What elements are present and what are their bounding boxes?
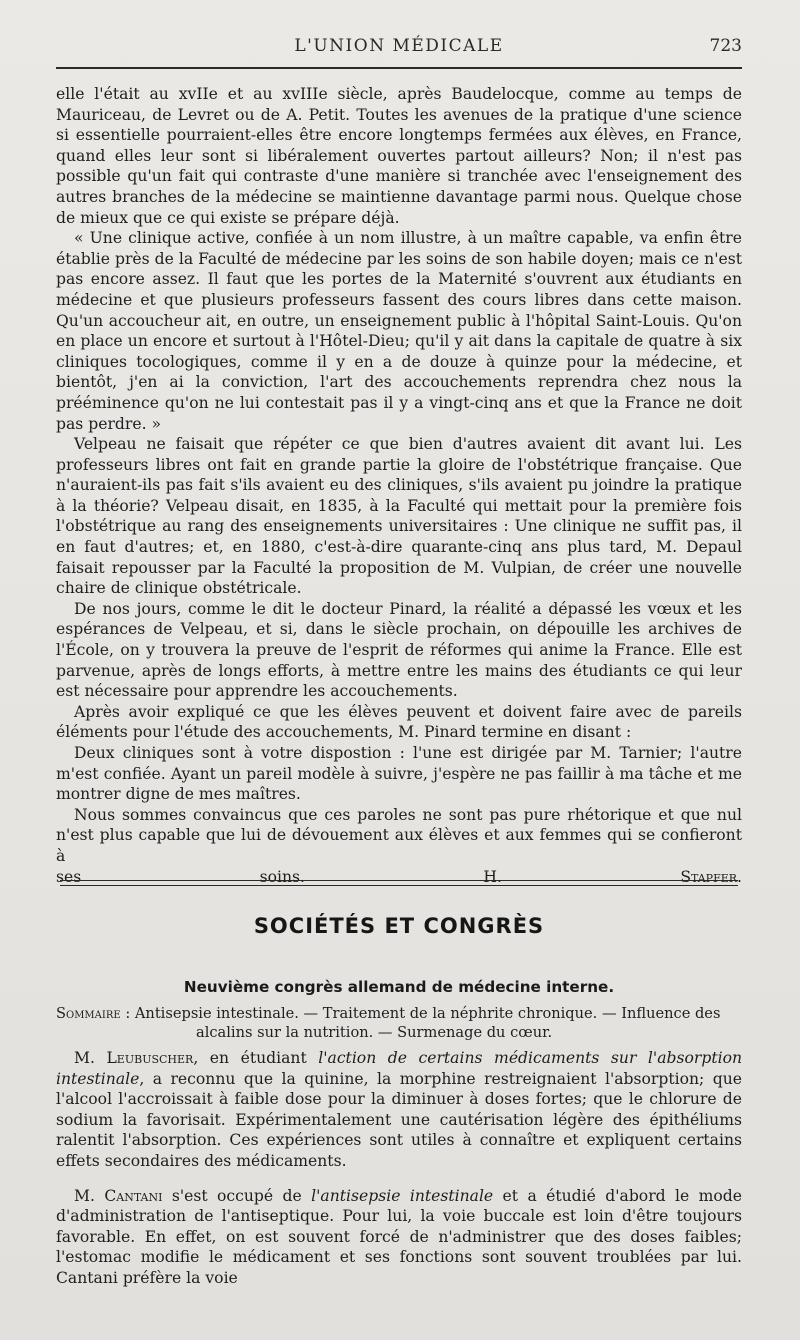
article-title: Neuvième congrès allemand de médecine interne. [183, 978, 615, 996]
text-run: , en étudiant [193, 1049, 319, 1067]
header-rule [56, 67, 742, 69]
author-name: M. Cantani [74, 1186, 163, 1205]
summary-label: Sommaire [56, 1005, 121, 1022]
paragraph [56, 1048, 742, 1172]
section-title: SOCIÉTÉS ET CONGRÈS [253, 914, 545, 938]
summary-text: : Antisepsie intestinale. — Traitement de la néphrite chronique. — Influence des alcalins sur la nutrition. — Surmenage du cœur. [125, 1005, 721, 1041]
paragraph: Deux cliniques sont à votre dispostion : l'une est dirigée par M. Tarnier; l'autre m'est confiée. Ayant un pareil modèle à suivre, j'espère ne pas faillir à ma tâche et me montrer digne de mes maîtres. [56, 744, 742, 804]
author-name: M. Leubuscher [74, 1049, 194, 1067]
running-head [56, 36, 742, 60]
closing-words: ses soins. [56, 867, 305, 886]
text-run: et a étudié d'abord le mode d'administration de l'antiseptique. Pour lui, la voie buccale est loin d'être toujours favorable. En effet, on est souvent forcé de n'administrer que des doses faibles; l'estomac modifie le médicament et ses fonctions sont souvent troublées par lui. Cantani préfère la voie [56, 1186, 743, 1287]
section-divider [60, 880, 738, 886]
text-run: , a reconnu que la quinine, la morphine restreignaient l'absorption; que l'alcool l'accroissait à faible dose pour la diminuer à doses fortes; que le chlorure de sodium la favorisait. Expérimentalement une cautérisation légère des épithéliums ralentit l'absorption. Ces expériences sont utiles à connaître et expliquent certains effets secondaires des médicaments. [56, 1069, 742, 1170]
article-summary [56, 1004, 742, 1042]
paragraph: Nous sommes convaincus que ces paroles ne sont pas pure rhétorique et que nul n'est plus capable que lui de dévouement aux élèves et aux femmes qui se confieront à [56, 805, 742, 865]
study-title: l'antisepsie intestinale [311, 1186, 494, 1205]
article-continuation [56, 84, 742, 887]
text-run: s'est occupé de [162, 1186, 312, 1205]
study-title: l'action de certains médicaments sur l'absorption intestinale [56, 1049, 742, 1088]
author-signature: H. Stapfer. [483, 867, 742, 886]
paragraph: Après avoir expliqué ce que les élèves peuvent et doivent faire avec de pareils éléments pour l'étude des accouchements, M. Pinard termine en disant : [56, 702, 742, 742]
paragraph: Velpeau ne faisait que répéter ce que bien d'autres avaient dit avant lui. Les professeurs libres ont fait en grande partie la gloire de l'obstétrique française. Que n'auraient-ils pas fait s'ils avaient eu des cliniques, s'ils avaient pu joindre la pratique à la théorie? Velpeau disait, en 1835, à la Faculté qui mettait pour la première fois l'obstétrique au rang des enseignements universitaires : Une clinique ne suffit pas, il en faut d'autres; et, en 1880, c'est-à-dire quarante-cinq ans plus tard, M. Depaul faisait repousser par la Faculté la proposition de M. Vulpian, de créer une nouvelle chaire de clinique obstétricale. [56, 435, 742, 598]
paragraph: elle l'était au xvIIe et au xvIIIe siècle, après Baudelocque, comme au temps de Mauriceau, de Levret ou de A. Petit. Toutes les avenues de la pratique d'une science si essentielle pourraient-elles être encore longtemps fermées aux élèves, en France, quand elles leur sont si libéralement ouvertes partout ailleurs? Non; il n'est pas possible qu'un fait qui contraste d'une manière si tranchée avec l'enseignement des autres branches de la médecine se maintienne davantage parmi nous. Quelque chose de mieux que ce qui existe se prépare déjà. [56, 85, 742, 227]
page-number: 723 [709, 36, 742, 56]
paragraph [56, 1186, 742, 1289]
paragraph: « Une clinique active, confiée à un nom illustre, à un maître capable, va enfin être établie près de la Faculté de médecine par les soins de son habile doyen; mais ce n'est pas encore assez. Il faut que les portes de la Maternité s'ouvrent aux étudiants en médecine et que plusieurs professeurs fassent des cours libres dans cette maison. Qu'un accoucheur ait, en outre, un enseignement public à l'hôpital Saint-Louis. Qu'on en place un encore et surtout à l'Hôtel-Dieu; qu'il y ait dans la capitale de quatre à six cliniques tocologiques, comme il y en a de douze à quinze pour la médecine, et bientôt, j'en ai la conviction, l'art des accouchements reprendra chez nous la prééminence qu'on ne lui contestait pas il y a vingt-cinq ans et que la France ne doit pas perdre. » [56, 229, 742, 433]
article-body [56, 1048, 742, 1303]
paragraph: De nos jours, comme le dit le docteur Pinard, la réalité a dépassé les vœux et les espérances de Velpeau, et si, dans le siècle prochain, on dépouille les archives de l'École, on y trouvera la preuve de l'esprit de réformes qui anime la France. Elle est parvenue, après de longs efforts, à mettre entre les mains des étudiants ce qui leur est nécessaire pour apprendre les accouchements. [56, 599, 742, 701]
running-title: L'UNION MÉDICALE [294, 36, 504, 56]
